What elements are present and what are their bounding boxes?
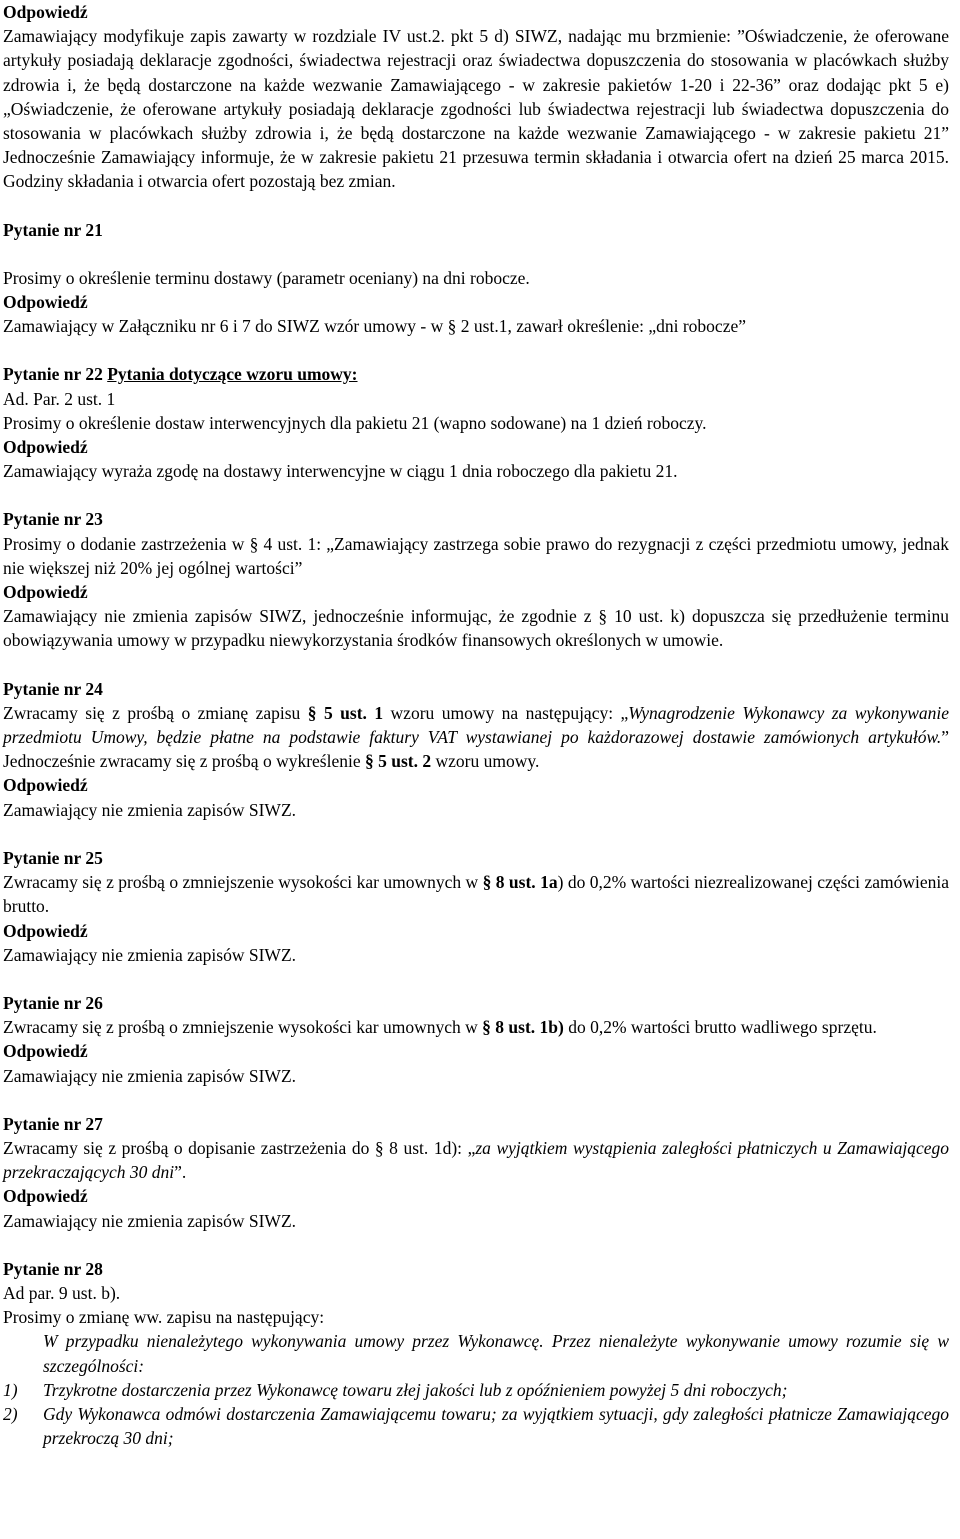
question-27-text	[3, 1136, 949, 1184]
list-item	[3, 1378, 949, 1402]
q24-part-c: wzoru umowy na następujący: „	[383, 702, 629, 723]
list-item-text: Trzykrotne dostarczenia przez Wykonawcę towaru złej jakości lub z opóźnieniem powyżej 5 dni roboczych;	[43, 1379, 788, 1400]
question-27-title: Pytanie nr 27	[3, 1113, 103, 1134]
question-22-text: Prosimy o określenie dostaw interwencyjnych dla pakietu 21 (wapno sodowane) na 1 dzień roboczy.	[3, 412, 707, 433]
answer-24-text: Zamawiający nie zmienia zapisów SIWZ.	[3, 799, 297, 820]
question-26-title: Pytanie nr 26	[3, 992, 103, 1013]
question-25-text	[3, 870, 949, 918]
q24-quoted-clause: Wynagrodzenie Wykonawcy za wykonywanie przedmiotu Umowy, będzie płatne na podstawie faktury VAT wystawianej po każdorazowej dostawie zamówionych artykułów.	[3, 702, 950, 748]
answer-21-text: Zamawiający w Załączniku nr 6 i 7 do SIWZ wzór umowy - w § 2 ust.1, zawarł określenie: „dni robocze”	[3, 316, 747, 337]
answer-23-heading: Odpowiedź	[3, 582, 88, 603]
q27-quoted-clause: za wyjątkiem wystąpienia zaległości płatniczych u Zamawiającego przekraczających 30 dni	[3, 1137, 949, 1183]
contract-section-title: Pytania dotyczące wzoru umowy:	[107, 364, 358, 385]
q26-part-c: do 0,2% wartości brutto wadliwego sprzętu.	[563, 1017, 877, 1038]
question-25-title: Pytanie nr 25	[3, 847, 103, 868]
list-item-text: Gdy Wykonawca odmówi dostarczenia Zamawiającemu towaru; za wyjątkiem sytuacji, gdy zaległości płatnicze Zamawiającego przekroczą 30 dni;	[43, 1403, 949, 1449]
answer-25-text: Zamawiający nie zmienia zapisów SIWZ.	[3, 944, 297, 965]
answer-21-heading: Odpowiedź	[3, 292, 88, 313]
modification-text: Zamawiający modyfikuje zapis zawarty w rozdziale IV ust.2. pkt 5 d) SIWZ, nadając mu brzmienie: ”Oświadczenie, że oferowane artykuły posiadają deklaracje zgodności, świadectwa rejestracji oraz świadectwa dopuszczenia do stosowania w placówkach służby zdrowia i, że będą dostarczone na każde wezwanie Zamawiającego - w zakresie pakietów 1-20 i 22-36” oraz dodając pkt 5 e) „Oświadczenie, że oferowane artykuły posiadają deklaracje zgodności lub świadectwa rejestracji lub świadectwa dopuszczenia do stosowania w placówkach służby zdrowia i, że będą dostarczone na każde wezwanie Zamawiającego - w zakresie pakietu 21” Jednocześnie Zamawiający informuje, że w zakresie pakietu 21 przesuwa termin składania i otwarcia ofert na dzień 25 marca 2015. Godziny składania i otwarcia ofert pozostają bez zmian.	[3, 26, 949, 192]
question-26-text	[3, 1015, 949, 1039]
question-23-text: Prosimy o dodanie zastrzeżenia w § 4 ust. 1: „Zamawiający zastrzega sobie prawo do rezygnacji z części przedmiotu umowy, jednak nie większej niż 20% jej ogólnej wartości”	[3, 533, 949, 578]
q24-clause-ref-2: § 5 ust. 2	[365, 751, 432, 772]
q25-part-c: ) do 0,2% wartości niezrealizowanej części zamówienia brutto.	[3, 872, 949, 917]
question-22-title: Pytanie nr 22	[3, 364, 103, 385]
answer-22-text: Zamawiający wyraża zgodę na dostawy interwencyjne w ciągu 1 dnia roboczego dla pakietu 21.	[3, 461, 678, 482]
q27-part-c: ”.	[174, 1162, 187, 1183]
answer-24-heading: Odpowiedź	[3, 775, 88, 796]
question-23-title: Pytanie nr 23	[3, 509, 103, 530]
list-item	[3, 1402, 949, 1450]
question-24-text	[3, 701, 949, 774]
q24-clause-ref: § 5 ust. 1	[307, 702, 384, 723]
q24-part-a: Zwracamy się z prośbą o zmianę zapisu	[3, 702, 308, 723]
q25-part-a: Zwracamy się z prośbą o zmniejszenie wysokości kar umownych w	[3, 872, 483, 893]
question-28-ref: Ad par. 9 ust. b).	[3, 1282, 121, 1303]
q26-part-a: Zwracamy się z prośbą o zmniejszenie wysokości kar umownych w	[3, 1017, 483, 1038]
answer-27-text: Zamawiający nie zmienia zapisów SIWZ.	[3, 1210, 297, 1231]
list-item-number: 2)	[3, 1403, 18, 1424]
answer-26-heading: Odpowiedź	[3, 1041, 88, 1062]
question-21-title: Pytanie nr 21	[3, 219, 103, 240]
q27-part-a: Zwracamy się z prośbą o dopisanie zastrzeżenia do § 8 ust. 1d): „	[3, 1137, 476, 1158]
answer-26-text: Zamawiający nie zmienia zapisów SIWZ.	[3, 1065, 297, 1086]
question-22-ref: Ad. Par. 2 ust. 1	[3, 388, 116, 409]
q24-part-e: ” Jednocześnie zwracamy się z prośbą o wykreślenie	[3, 727, 949, 772]
answer-27-heading: Odpowiedź	[3, 1186, 88, 1207]
answer-25-heading: Odpowiedź	[3, 920, 88, 941]
q26-clause-ref: § 8 ust. 1b)	[482, 1017, 564, 1038]
question-21-text: Prosimy o określenie terminu dostawy (parametr oceniany) na dni robocze.	[3, 267, 530, 288]
q24-part-g: wzoru umowy.	[431, 751, 540, 772]
answer-heading: Odpowiedź	[3, 2, 88, 22]
answer-22-heading: Odpowiedź	[3, 437, 88, 458]
question-24-title: Pytanie nr 24	[3, 678, 103, 699]
question-28-title: Pytanie nr 28	[3, 1258, 103, 1279]
question-28-intro: Prosimy o zmianę ww. zapisu na następujący:	[3, 1307, 325, 1328]
list-item-number: 1)	[3, 1379, 18, 1400]
document-page	[3, 0, 949, 1450]
answer-23-text: Zamawiający nie zmienia zapisów SIWZ, jednocześnie informując, że zgodnie z § 10 ust. k) dopuszcza się przedłużenie terminu obowiązywania umowy w przypadku niewykorzystania środków finansowych określonych w umowie.	[3, 606, 949, 651]
question-22-heading	[3, 362, 949, 386]
question-28-quote: W przypadku nienależytego wykonywania umowy przez Wykonawcę. Przez nienależyte wykonywanie umowy rozumie się w szczególności:	[43, 1331, 949, 1376]
q25-clause-ref: § 8 ust. 1a	[482, 872, 558, 893]
